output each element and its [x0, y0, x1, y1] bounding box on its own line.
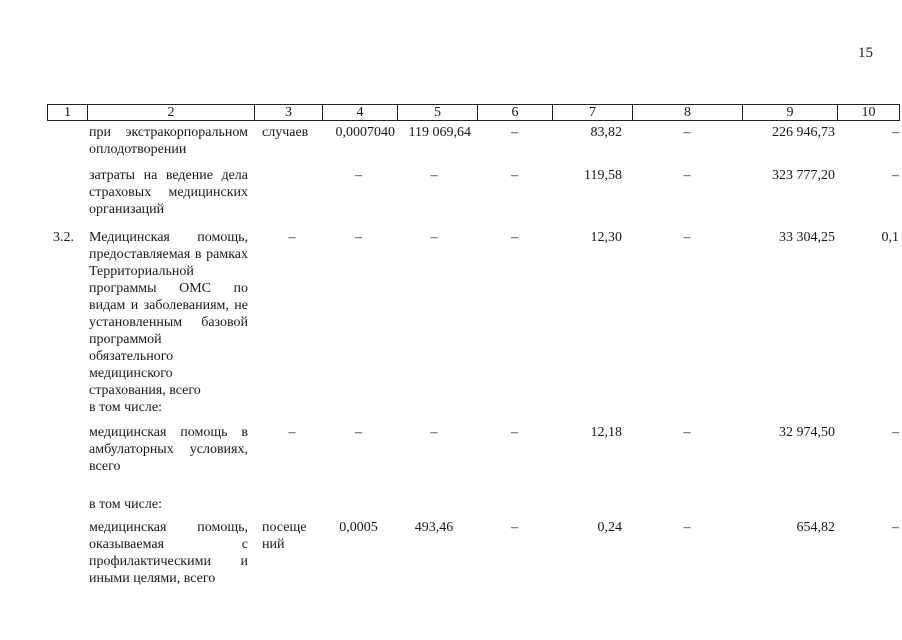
row-number [47, 424, 87, 496]
cell-col5: – [430, 168, 438, 183]
row-unit: – [288, 425, 296, 440]
row-number [47, 399, 87, 424]
table-row [47, 496, 899, 519]
cell-empty [477, 399, 552, 424]
cell-col10: – [892, 168, 899, 183]
row-number [47, 519, 87, 599]
cell-col6: – [511, 520, 518, 535]
cell-empty [742, 496, 837, 519]
cell-empty [397, 496, 477, 519]
column-header: 6 [478, 105, 553, 121]
cell-col6: – [511, 125, 518, 140]
row-number: 3.2. [53, 230, 74, 245]
column-header: 3 [255, 105, 323, 121]
page-number: 15 [858, 45, 873, 61]
column-header: 7 [553, 105, 633, 121]
row-number [47, 496, 87, 519]
table-row [47, 399, 899, 424]
row-number [47, 124, 87, 167]
table-row [47, 124, 899, 167]
cell-col7: 12,30 [590, 230, 622, 245]
cell-col8: – [683, 125, 691, 140]
cell-col9: 33 304,25 [779, 230, 835, 245]
cell-col4: 0,0007040 [335, 125, 395, 140]
cell-col7: 83,82 [590, 125, 622, 140]
cell-empty [632, 496, 742, 519]
cell-col4: 0,0005 [339, 520, 378, 535]
cell-empty [254, 399, 322, 424]
cell-empty [742, 399, 837, 424]
cell-col6: – [511, 168, 518, 183]
cell-empty [837, 399, 899, 424]
row-subheading: в том числе: [89, 400, 162, 415]
cell-empty [322, 399, 397, 424]
cell-empty [552, 496, 632, 519]
column-header: 10 [838, 105, 900, 121]
cell-empty [477, 496, 552, 519]
row-unit: – [288, 230, 296, 245]
cell-empty [397, 399, 477, 424]
row-unit [254, 167, 322, 229]
cell-col5: 119 069,64 [408, 125, 471, 140]
table-row [47, 229, 899, 399]
column-header: 5 [398, 105, 478, 121]
cell-col4: – [355, 168, 362, 183]
cell-col5: – [430, 425, 438, 440]
row-unit: случаев [262, 125, 309, 140]
cell-col9: 323 777,20 [772, 168, 835, 183]
cell-col7: 0,24 [597, 520, 622, 535]
cell-col10: – [892, 125, 899, 140]
table-row [47, 519, 899, 599]
cell-empty [837, 496, 899, 519]
cell-col6: – [511, 425, 518, 440]
row-description: медицинская помощь в амбулаторных условиях, всего [89, 425, 248, 474]
row-description: затраты на ведение дела страховых медицинских организаций [89, 168, 248, 217]
column-header: 4 [323, 105, 398, 121]
row-description: Медицинская помощь, предоставляемая в рамках Территориальной программы ОМС по видам и заболеваниям, не установленным базовой программой обязательного медицинского страхования, всего [89, 230, 248, 398]
column-header-table [47, 104, 900, 121]
cell-col4: – [355, 230, 362, 245]
row-number [47, 167, 87, 229]
cell-empty [254, 496, 322, 519]
column-header: 2 [88, 105, 255, 121]
cell-col7: 12,18 [590, 425, 622, 440]
cell-empty [632, 399, 742, 424]
data-table [47, 124, 899, 599]
column-header: 9 [743, 105, 838, 121]
cell-col8: – [683, 230, 691, 245]
row-description: при экстракорпоральном оплодотворении [89, 125, 248, 157]
column-header-row [48, 105, 900, 121]
table-row [47, 167, 899, 229]
cell-col10: – [892, 520, 899, 535]
cell-col8: – [683, 168, 691, 183]
cell-col6: – [511, 230, 518, 245]
cell-col5: – [430, 230, 438, 245]
cell-col9: 32 974,50 [779, 425, 835, 440]
row-description: медицинская помощь, оказываемая с профилактическими и иными целями, всего [89, 520, 248, 586]
cell-empty [552, 399, 632, 424]
cell-col7: 119,58 [584, 168, 622, 183]
column-header: 1 [48, 105, 88, 121]
table-row [47, 424, 899, 496]
cell-empty [322, 496, 397, 519]
row-unit: посещений [262, 520, 307, 552]
cell-col5: 493,46 [414, 520, 454, 535]
row-subheading: в том числе: [89, 497, 162, 512]
cell-col8: – [683, 520, 691, 535]
cell-col10: 0,1 [881, 230, 899, 245]
column-header: 8 [633, 105, 743, 121]
cell-col9: 654,82 [796, 520, 835, 535]
cell-col4: – [355, 425, 362, 440]
cell-col8: – [683, 425, 691, 440]
cell-col10: – [892, 425, 899, 440]
cell-col9: 226 946,73 [772, 125, 835, 140]
